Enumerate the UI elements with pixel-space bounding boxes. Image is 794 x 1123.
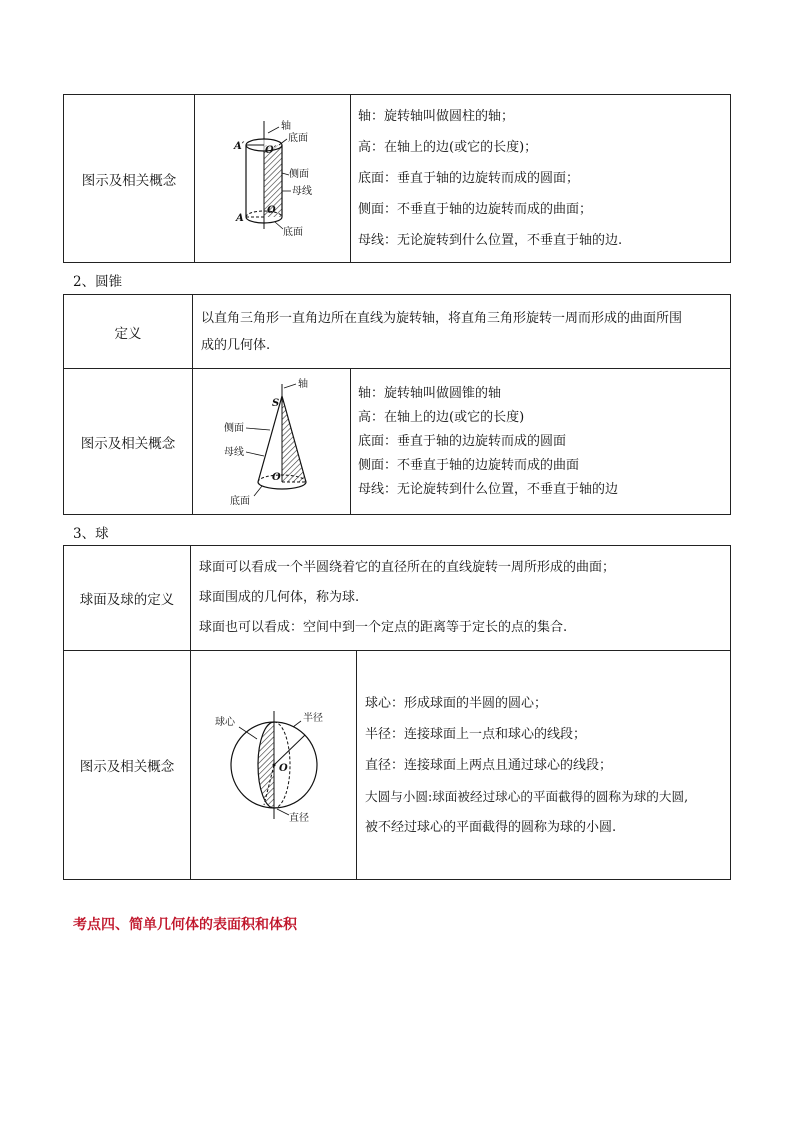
sphere-definition	[191, 546, 731, 651]
cone-s-label: S	[271, 397, 279, 409]
sphere-line: 直径：连接球面上两点且通过球心的线段；	[365, 757, 613, 773]
sphere-o-label: O	[278, 763, 288, 774]
cone-table	[63, 294, 731, 515]
sphere-label: 图示及相关概念	[64, 651, 191, 880]
cone-line: 母线：无论旋转到什么位置，不垂直于轴的边	[358, 481, 619, 497]
cone-axis-label: 轴	[297, 378, 308, 390]
cone-concepts	[351, 369, 731, 515]
cone-line: 侧面：不垂直于轴的边旋转而成的曲面	[358, 457, 580, 473]
cone-line: 高：在轴上的边(或它的长度)	[358, 409, 525, 425]
sphere-center-label: 球心	[214, 717, 235, 728]
cone-label: 图示及相关概念	[64, 369, 193, 515]
sphere-def-line: 球面围成的几何体，称为球.	[199, 590, 360, 605]
sphere-line: 被不经过球心的平面截得的圆称为球的小圆.	[365, 819, 617, 835]
cylinder-line: 高：在轴上的边(或它的长度)；	[358, 140, 538, 155]
cone-o-label: O	[271, 471, 281, 483]
cone-definition	[193, 295, 731, 369]
cylinder-a-bottom: A	[235, 212, 244, 224]
cylinder-bottom-base-label: 底面	[282, 226, 303, 238]
sphere-concepts	[357, 651, 731, 880]
cylinder-generatrix-label: 母线	[291, 185, 312, 197]
cone-line: 轴：旋转轴叫做圆锥的轴	[358, 385, 502, 401]
cylinder-o-bottom: O	[266, 204, 276, 216]
cone-heading: 2、圆锥	[73, 274, 123, 290]
cylinder-line: 底面：垂直于轴的边旋转而成的圆面；	[358, 171, 580, 186]
cylinder-a-top: A′	[233, 140, 244, 152]
cone-def-label: 定义	[64, 295, 193, 369]
cylinder-label: 图示及相关概念	[64, 95, 195, 263]
cone-figure-cell	[193, 369, 351, 515]
sphere-diagram	[209, 705, 339, 825]
cylinder-axis-label: 轴	[280, 120, 291, 132]
cylinder-figure-cell	[195, 95, 351, 263]
sphere-figure-cell	[191, 651, 357, 880]
cylinder-side-label: 侧面	[288, 168, 309, 180]
sphere-heading: 3、球	[73, 526, 109, 542]
cone-line: 底面：垂直于轴的边旋转而成的圆面	[358, 433, 567, 449]
cylinder-o-top: O′	[264, 144, 276, 156]
sphere-table	[63, 545, 731, 880]
cylinder-top-base-label: 底面	[287, 132, 308, 144]
cylinder-table	[63, 94, 731, 263]
cylinder-line: 母线：无论旋转到什么位置，不垂直于轴的边.	[358, 233, 623, 248]
sphere-line: 半径：连接球面上一点和球心的线段；	[365, 726, 587, 742]
cone-side-label: 侧面	[223, 422, 244, 434]
cylinder-concepts	[351, 95, 731, 263]
sphere-def-line: 球面可以看成一个半圆绕着它的直径所在的直线旋转一周所形成的曲面；	[199, 560, 616, 575]
cone-base-label: 底面	[229, 495, 250, 507]
sphere-def-line: 球面也可以看成：空间中到一个定点的距离等于定长的点的集合.	[199, 620, 568, 635]
sphere-def-label: 球面及球的定义	[64, 546, 191, 651]
sphere-line: 球心：形成球面的半圆的圆心；	[365, 695, 548, 711]
cone-generatrix-label: 母线	[223, 446, 244, 458]
cylinder-diagram	[213, 119, 333, 239]
sphere-diameter-label: 直径	[288, 813, 309, 824]
cylinder-line: 轴：旋转轴叫做圆柱的轴；	[358, 109, 515, 124]
sphere-line: 大圆与小圆:球面被经过球心的平面截得的圆称为球的大圆,	[365, 788, 689, 804]
cone-diagram	[212, 376, 332, 508]
cylinder-line: 侧面：不垂直于轴的边旋转而成的曲面；	[358, 202, 593, 217]
sphere-radius-label: 半径	[302, 713, 323, 724]
cone-def-line: 以直角三角形一直角边所在直线为旋转轴，将直角三角形旋转一周而形成的曲面所围	[201, 310, 683, 326]
section4-title: 考点四、简单几何体的表面积和体积	[73, 917, 297, 933]
cone-def-line: 成的几何体.	[201, 337, 271, 353]
